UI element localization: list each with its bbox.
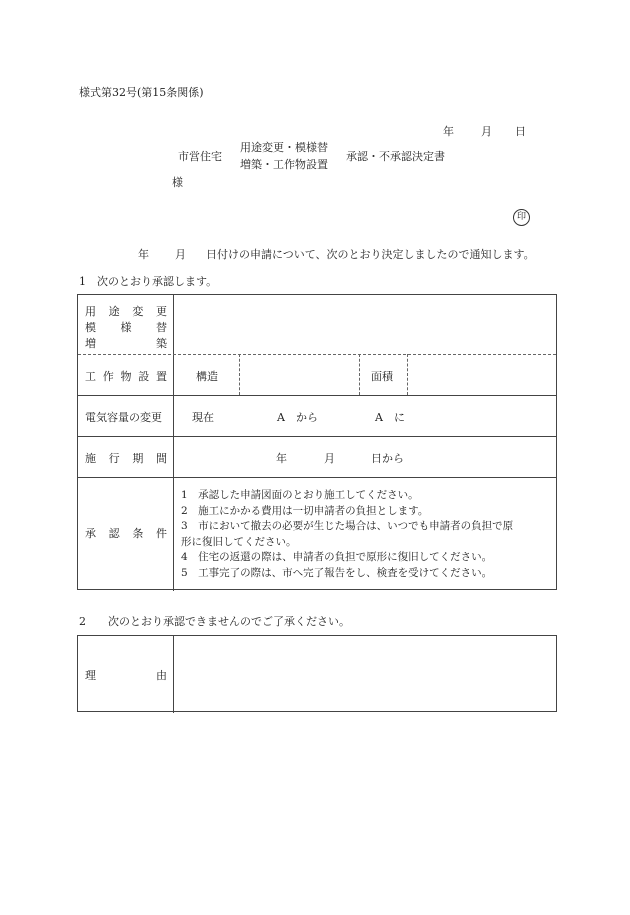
approval-table (77, 294, 557, 590)
label-char: 条 (132, 527, 144, 540)
row2-label (85, 368, 167, 384)
intro-year: 年 (138, 248, 149, 261)
label-char: 替 (156, 321, 167, 334)
seal-mark: 印 (513, 209, 530, 226)
row4-label (85, 450, 167, 466)
label-char: 工 (85, 370, 96, 383)
row3-label: 電気容量の変更 (85, 411, 162, 424)
rejection-table (77, 635, 557, 712)
label-char: 様 (120, 321, 132, 334)
row-divider (78, 436, 556, 437)
cell-divider (359, 354, 360, 395)
row-divider (78, 477, 556, 478)
cell-divider (239, 354, 240, 395)
label-char: 理 (85, 669, 96, 682)
label-char: 模 (85, 321, 96, 334)
label-char: 作 (102, 370, 114, 383)
row1-label-2 (85, 319, 167, 335)
row1-label-3 (85, 335, 167, 351)
title-middle-line1: 用途変更・模様替 (240, 141, 328, 154)
label-char: 物 (120, 370, 132, 383)
label-text (85, 335, 167, 351)
condition-item: 4 住宅の返還の際は、申請者の負担で原形に復旧してください。 (181, 551, 493, 563)
condition-list (181, 488, 513, 581)
area-label: 面積 (371, 370, 393, 383)
label-column-divider (173, 636, 174, 713)
amp-to: A に (375, 411, 405, 424)
label-char: 変 (132, 305, 144, 318)
label-char: 件 (155, 527, 167, 540)
addressee-suffix: 様 (172, 176, 183, 189)
form-number: 様式第32号(第15条関係) (79, 86, 204, 99)
label-char: 由 (156, 669, 167, 682)
label-char: 承 (85, 527, 96, 540)
label-char: 行 (108, 452, 120, 465)
label-char: 途 (108, 305, 120, 318)
period-month: 月 (324, 452, 335, 465)
row-divider (78, 395, 556, 396)
condition-item: 5 工事完了の際は、市へ完了報告をし、検査を受けてください。 (181, 566, 493, 579)
section1-heading: 1 次のとおり承認します。 (79, 275, 218, 288)
date-month: 月 (481, 125, 492, 138)
row-divider (78, 354, 556, 355)
reason-label (85, 667, 167, 683)
label-char: 築 (156, 337, 167, 350)
label-text (85, 303, 167, 319)
intro-month: 月 (175, 248, 186, 261)
condition-item: 1 承認した申請図面のとおり施工してください。 (181, 489, 419, 501)
label-column-divider (173, 295, 174, 591)
date-day: 日 (515, 125, 526, 138)
amp-from: A から (277, 411, 318, 424)
label-char: 置 (156, 370, 167, 383)
condition-item: 3 市において撤去の必要が生じた場合は、いつでも申請者の負担で原 (181, 520, 514, 532)
label-text (85, 319, 167, 335)
label-char: 間 (155, 452, 167, 465)
row5-label (85, 525, 167, 541)
label-char: 増 (85, 337, 96, 350)
period-from: 日から (371, 452, 404, 465)
cell-divider (407, 354, 408, 395)
period-year: 年 (276, 452, 287, 465)
label-char: 施 (85, 452, 96, 465)
date-year: 年 (443, 125, 454, 138)
title-suffix: 承認・不承認決定書 (346, 150, 445, 163)
label-char: 用 (85, 305, 96, 318)
intro-text: 日付けの申請について、次のとおり決定しましたので通知します。 (206, 248, 535, 261)
condition-item: 形に復旧してください。 (181, 535, 297, 548)
condition-item: 2 施工にかかる費用は一切申請者の負担とします。 (181, 504, 429, 517)
label-char: 期 (132, 452, 144, 465)
title-prefix: 市営住宅 (178, 150, 222, 163)
label-char: 設 (138, 370, 150, 383)
section2-heading: 2 次のとおり承認できませんのでご了承ください。 (79, 615, 350, 628)
row1-label-1 (85, 303, 167, 319)
structure-label: 構造 (196, 370, 218, 383)
title-middle-line2: 増築・工作物設置 (240, 158, 328, 171)
current-label: 現在 (192, 411, 214, 424)
label-char: 更 (155, 305, 167, 318)
label-char: 認 (108, 527, 120, 540)
